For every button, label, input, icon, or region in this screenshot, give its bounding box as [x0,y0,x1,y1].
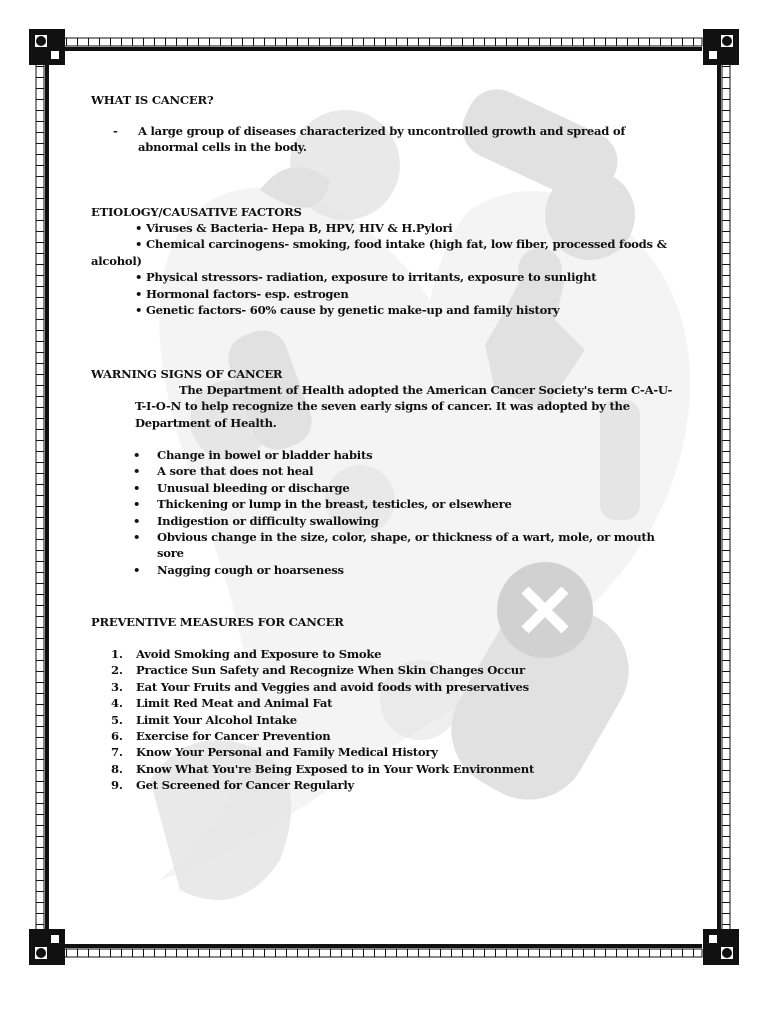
bullet: • [133,464,141,479]
bullet: • [133,480,141,495]
list-item-text: Thickening or lump in the breast, testicles, or elsewhere [157,497,512,512]
list-item [91,662,681,678]
list-item [91,513,681,529]
corner-ornament-bottom-left [30,930,64,964]
list-number: 3. [111,679,123,694]
definition-text: A large group of diseases characterized by uncontrolled growth and spread of abnormal cells in the body. [138,124,626,155]
list-item [91,728,681,744]
list-item-text: A sore that does not heal [157,464,314,479]
list-item [91,646,681,662]
section-heading-warning-signs: WARNING SIGNS OF CANCER [91,367,283,381]
corner-ornament-top-left [30,30,64,64]
list-item [91,744,681,760]
list-item-text: Unusual bleeding or discharge [157,480,350,495]
list-item-text: Nagging cough or hoarseness [157,562,344,577]
list-item [91,679,681,695]
list-item-text: Eat Your Fruits and Veggies and avoid foods with preservatives [136,679,529,694]
section-heading-etiology: ETIOLOGY/CAUSATIVE FACTORS [91,205,302,219]
list-item [91,712,681,728]
list-item [91,480,681,496]
list-item-text: Practice Sun Safety and Recognize When Skin Changes Occur [136,663,525,678]
list-item: • Chemical carcinogens- smoking, food intake (high fat, low fiber, processed foods & alcohol) [91,237,667,268]
definition-item [91,123,681,156]
list-item [91,695,681,711]
list-item-text: Know What You're Being Exposed to in Your Work Environment [136,761,535,776]
list-item: • Physical stressors- radiation, exposure to irritants, exposure to sunlight [135,270,597,285]
list-item [91,761,681,777]
list-item-text: Obvious change in the size, color, shape, or thickness of a wart, mole, or mouth sore [157,530,655,561]
list-item-text: Exercise for Cancer Prevention [136,729,331,744]
corner-ornament-bottom-right [704,930,738,964]
dash-marker: - [113,124,118,138]
bullet: • [133,497,141,512]
list-item-text: Change in bowel or bladder habits [157,448,373,462]
list-item: • Hormonal factors- esp. estrogen [135,286,349,301]
etiology-list [91,220,681,318]
list-item-text: Indigestion or difficulty swallowing [157,513,379,528]
bullet: • [133,530,141,545]
list-item-text: Limit Red Meat and Animal Fat [136,696,333,711]
caution-paragraph [91,382,681,431]
list-item [91,496,681,512]
list-number: 4. [111,696,123,711]
list-item-text: Avoid Smoking and Exposure to Smoke [136,647,382,661]
warning-signs-list [91,447,681,578]
list-item [91,562,681,578]
list-number: 7. [111,745,123,760]
list-number: 1. [111,647,123,661]
list-item [91,447,681,463]
list-item-text: Get Screened for Cancer Regularly [136,778,354,793]
list-number: 6. [111,729,123,744]
section-heading-what-is-cancer: WHAT IS CANCER? [91,93,214,107]
section-heading-preventive-measures: PREVENTIVE MEASURES FOR CANCER [91,615,344,629]
bullet: • [133,562,141,577]
bullet: • [133,513,141,528]
list-item: • Viruses & Bacteria- Hepa B, HPV, HIV & H.Pylori [135,221,453,235]
list-number: 8. [111,761,123,776]
preventive-list [91,646,681,794]
list-item-text: Limit Your Alcohol Intake [136,712,297,727]
list-item [91,777,681,793]
list-number: 9. [111,778,123,793]
corner-ornament-top-right [704,30,738,64]
bullet: • [133,448,141,462]
list-item [91,529,681,562]
caution-text: The Department of Health adopted the American Cancer Society's term C-A-U-T-I-O-N to help recognize the seven early signs of cancer. It was adopted by the Department of Health. [135,383,673,430]
list-number: 5. [111,712,123,727]
list-item-text: Know Your Personal and Family Medical History [136,745,438,760]
list-item [91,463,681,479]
list-item: • Genetic factors- 60% cause by genetic make-up and family history [135,303,560,318]
list-number: 2. [111,663,123,678]
